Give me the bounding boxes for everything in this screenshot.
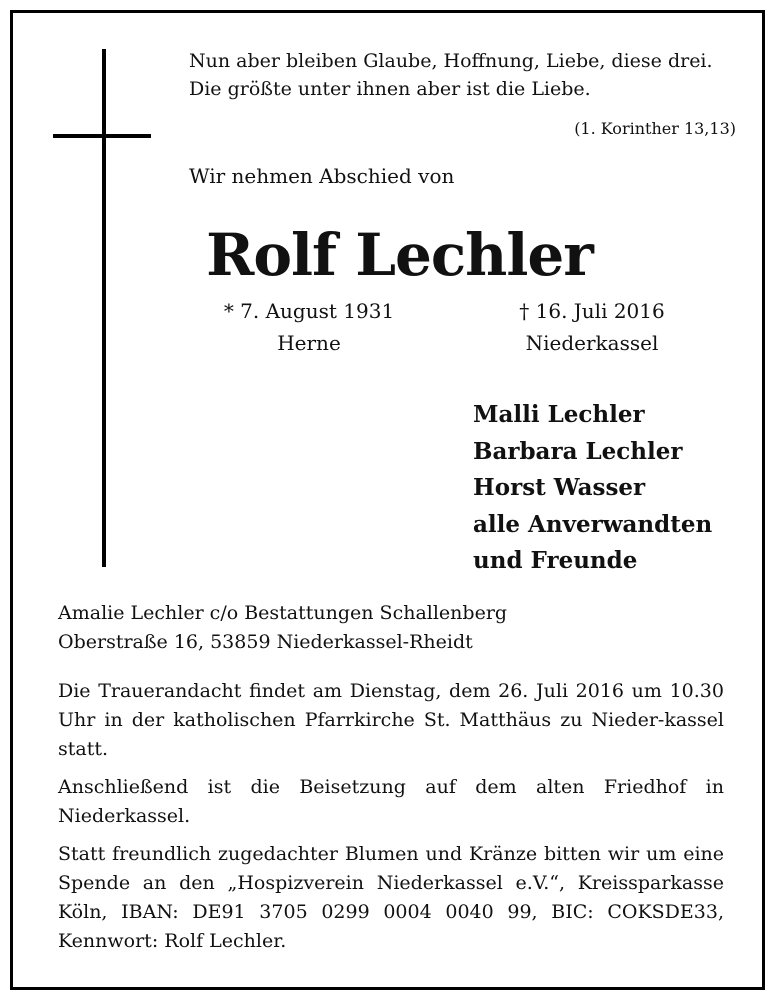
mourner-name: Barbara Lechler xyxy=(473,437,683,465)
death-date: † 16. Juli 2016 xyxy=(519,299,665,323)
verse-line-1: Nun aber bleiben Glaube, Hoffnung, Liebe, diese drei. xyxy=(189,50,713,72)
bible-verse xyxy=(189,47,729,103)
cross-icon xyxy=(102,49,106,567)
address-line-1: Amalie Lechler c/o Bestattungen Schallenberg xyxy=(58,602,508,624)
contact-address xyxy=(58,599,507,657)
verse-line-2: Die größte unter ihnen aber ist die Liebe. xyxy=(189,78,591,100)
mourner-name: Malli Lechler xyxy=(473,401,645,428)
burial-paragraph: Anschließend ist die Beisetzung auf dem alten Friedhof in Niederkassel. xyxy=(58,776,724,827)
notice-body xyxy=(58,677,724,965)
address-line-2: Oberstraße 16, 53859 Niederkassel-Rheidt xyxy=(58,631,473,653)
deceased-name: Rolf Lechler xyxy=(206,221,593,289)
verse-reference: (1. Korinther 13,13) xyxy=(574,119,736,138)
birth-info xyxy=(179,295,439,359)
death-place: Niederkassel xyxy=(525,331,659,355)
farewell-line: Wir nehmen Abschied von xyxy=(189,164,455,188)
mourner-name: alle Anverwandten xyxy=(473,510,713,538)
birth-place: Herne xyxy=(277,331,341,355)
donation-paragraph: Statt freundlich zugedachter Blumen und Kränze bitten wir um eine Spende an den „Hospizverein Niederkassel e.V.“, Kreissparkasse Köln, IBAN: DE91 3705 0299 0004 0040 99, BIC: COKSDE33, Kennwort: Rolf Lechler. xyxy=(58,843,724,952)
mourners-list xyxy=(473,397,712,580)
obituary-notice xyxy=(10,10,765,990)
cross-icon-bar xyxy=(53,134,151,138)
death-info xyxy=(462,295,722,359)
mourner-name: und Freunde xyxy=(473,547,638,574)
birth-date: * 7. August 1931 xyxy=(223,299,395,323)
mourner-name: Horst Wasser xyxy=(473,474,646,501)
service-paragraph: Die Trauerandacht findet am Dienstag, dem 26. Juli 2016 um 10.30 Uhr in der katholischen Pfarrkirche St. Matthäus zu Nieder-kassel statt. xyxy=(58,680,724,760)
